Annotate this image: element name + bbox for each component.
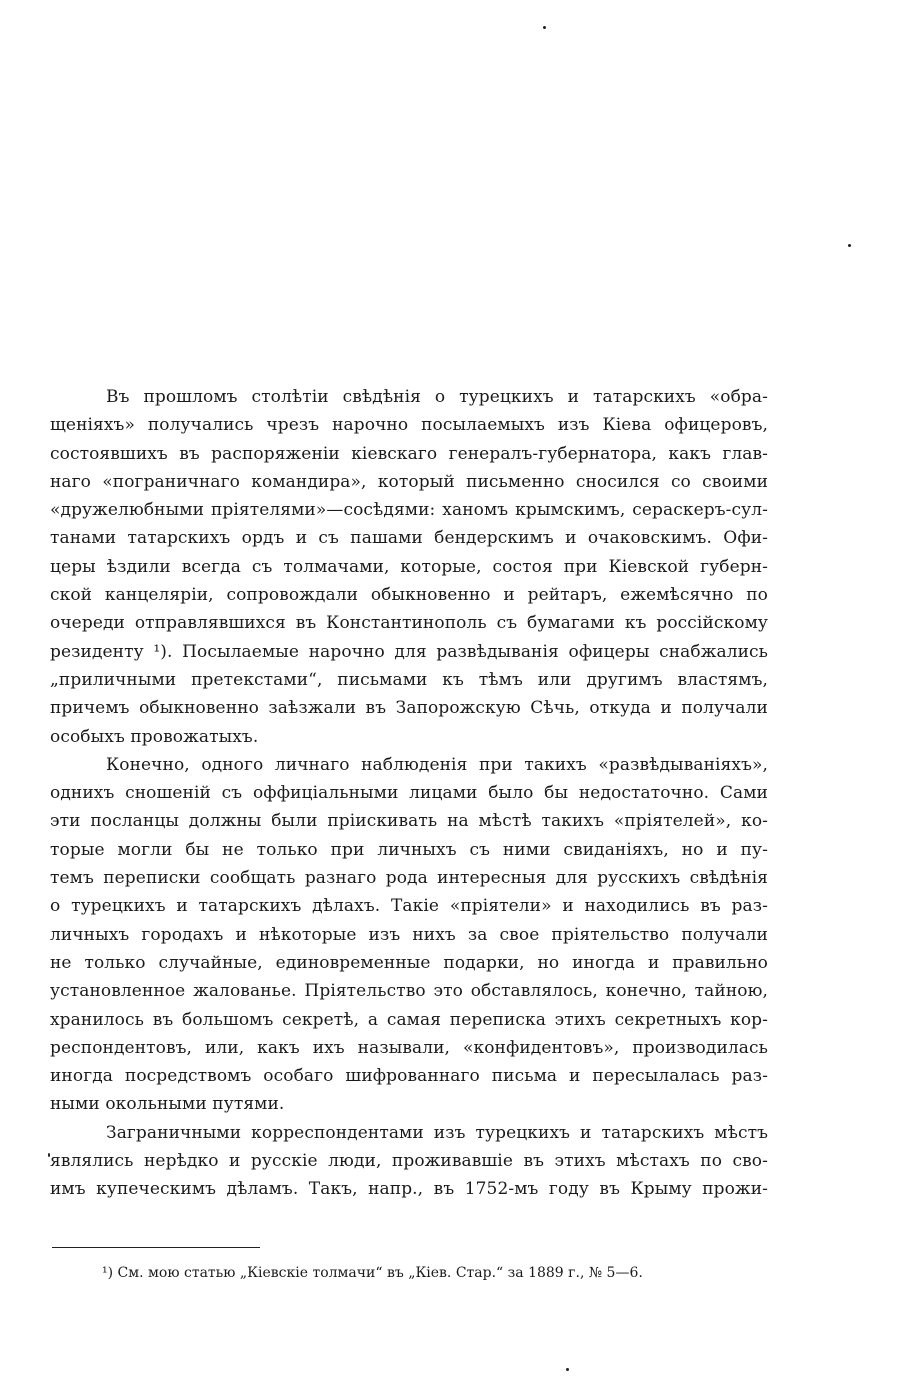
- footnote: ¹) См. мою статью „Кіевскіе толмачи“ въ „Кіев. Стар.“ за 1889 г., № 5—6.: [102, 1265, 643, 1281]
- footnote-divider: [52, 1247, 260, 1248]
- text-line: являлись нерѣдко и русскіе люди, проживавшіе въ этихъ мѣстахъ по сво-: [50, 1151, 768, 1172]
- text-line: Въ прошломъ столѣтіи свѣдѣнія о турецкихъ и татарскихъ «обра-: [106, 387, 768, 407]
- text-line: хранилось въ большомъ секретѣ, а самая переписка этихъ секретныхъ кор-: [50, 1009, 768, 1030]
- print-speck: [566, 1368, 569, 1371]
- text-line: особыхъ провожатыхъ.: [50, 726, 259, 747]
- text-line: Конечно, одного личнаго наблюденія при такихъ «развѣдываніяхъ»,: [106, 754, 768, 775]
- text-line: ской канцеляріи, сопровождали обыкновенно и рейтаръ, ежемѣсячно по: [50, 585, 768, 606]
- print-speck: [848, 244, 851, 247]
- text-line: танами татарскихъ ордъ и съ пашами бендерскимъ и очаковскимъ. Офи-: [50, 528, 768, 549]
- text-line: резиденту ¹). Посылаемые нарочно для развѣдыванія офицеры снабжались: [50, 641, 768, 662]
- text-line: «дружелюбными пріятелями»—сосѣдями: ханомъ крымскимъ, сераскеръ-сул-: [50, 500, 768, 521]
- text-line: установленное жалованье. Пріятельство это обставлялось, конечно, тайною,: [50, 981, 768, 1002]
- text-line: „приличными претекстами“, письмами къ тѣмъ или другимъ властямъ,: [50, 669, 768, 690]
- print-speck: [543, 26, 546, 29]
- text-line: эти посланцы должны были пріискивать на мѣстѣ такихъ «пріятелей», ко-: [50, 811, 768, 832]
- text-line: о турецкихъ и татарскихъ дѣлахъ. Такіе «пріятели» и находились въ раз-: [50, 896, 768, 917]
- text-line: иногда посредствомъ особаго шифрованнаго письма и пересылалась раз-: [50, 1066, 768, 1087]
- text-line: имъ купеческимъ дѣламъ. Такъ, напр., въ 1752-мъ году въ Крыму прожи-: [50, 1179, 768, 1200]
- text-line: темъ переписки сообщать разнаго рода интересныя для русскихъ свѣдѣнія: [50, 868, 768, 889]
- text-line: состоявшихъ въ распоряженіи кіевскаго генералъ-губернатора, какъ глав-: [50, 443, 768, 464]
- text-line: торые могли бы не только при личныхъ съ ними свиданіяхъ, но и пу-: [50, 839, 768, 860]
- text-line: Заграничными корреспондентами изъ турецкихъ и татарскихъ мѣстъ: [106, 1122, 768, 1143]
- text-line: однихъ сношеній съ оффиціальными лицами было бы недостаточно. Сами: [50, 783, 768, 804]
- text-line: респондентовъ, или, какъ ихъ называли, «конфидентовъ», производилась: [50, 1037, 768, 1058]
- body-text: [50, 383, 768, 1204]
- text-line: не только случайные, единовременные подарки, но иногда и правильно: [50, 952, 768, 973]
- text-line: личныхъ городахъ и нѣкоторые изъ нихъ за свое пріятельство получали: [50, 924, 768, 945]
- text-line: ными окольными путями.: [50, 1094, 285, 1115]
- text-line: очереди отправлявшихся въ Константинополь съ бумагами къ россійскому: [50, 613, 768, 634]
- text-line: церы ѣздили всегда съ толмачами, которые, состоя при Кіевской губерн-: [50, 556, 768, 577]
- text-line: щеніяхъ» получались чрезъ нарочно посылаемыхъ изъ Кіева офицеровъ,: [50, 415, 768, 436]
- text-line: причемъ обыкновенно заѣзжали въ Запорожскую Сѣчь, откуда и получали: [50, 698, 768, 719]
- text-line: наго «пограничнаго командира», который письменно сносился со своими: [50, 471, 768, 492]
